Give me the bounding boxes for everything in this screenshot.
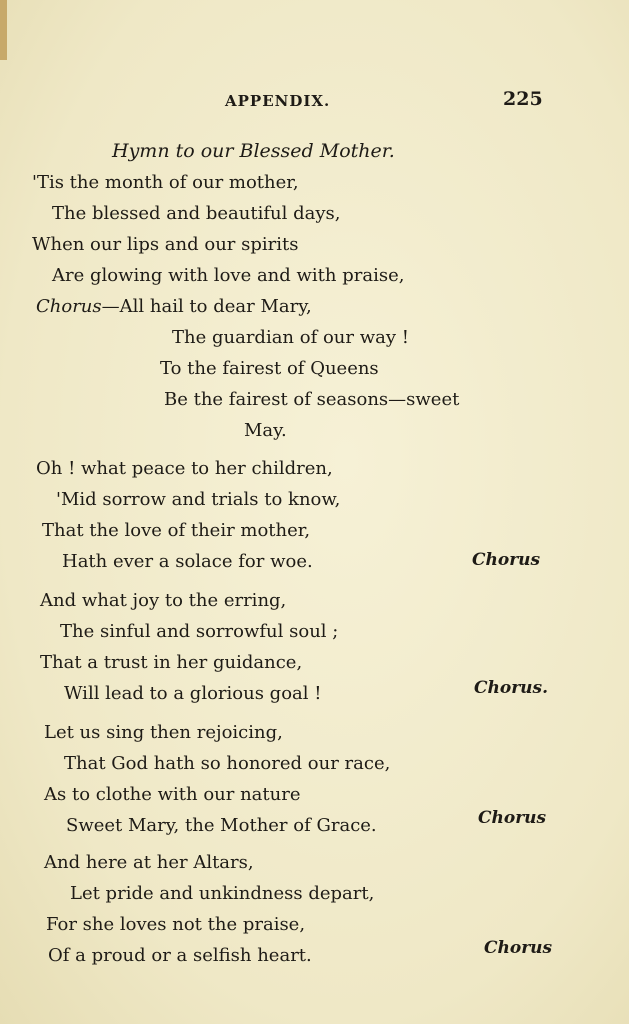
stanza3-line2: The sinful and sorrowful soul ; — [60, 621, 339, 642]
chorus-line5: May. — [244, 420, 287, 441]
stanza2-line4: Hath ever a solace for woe. — [62, 551, 313, 572]
chorus-line1 — [36, 296, 312, 317]
stanza1-line1: 'Tis the month of our mother, — [32, 172, 299, 193]
stanza1-line2: The blessed and beautiful days, — [52, 203, 341, 224]
stanza4-chorus-mark: Chorus — [478, 808, 547, 828]
stanza2-line2: 'Mid sorrow and trials to know, — [56, 489, 341, 510]
chorus-line2: The guardian of our way ! — [172, 327, 409, 348]
stanza2-line1: Oh ! what peace to her children, — [36, 458, 333, 479]
stanza3-line3: That a trust in her guidance, — [40, 652, 303, 673]
stanza1-line4: Are glowing with love and with praise, — [52, 265, 405, 286]
stanza3-chorus-mark: Chorus. — [474, 678, 549, 698]
stanza2-line3: That the love of their mother, — [42, 520, 311, 541]
stanza4-line2: That God hath so honored our race, — [64, 753, 391, 774]
stanza5-chorus-mark: Chorus — [484, 938, 553, 958]
running-title: APPENDIX. — [225, 92, 331, 110]
stanza4-line1: Let us sing then rejoicing, — [44, 722, 283, 743]
stanza3-line1: And what joy to the erring, — [40, 590, 287, 611]
chorus-label: Chorus — [36, 296, 102, 317]
hymn-title: Hymn to our Blessed Mother. — [112, 140, 395, 162]
stanza2-chorus-mark: Chorus — [472, 550, 541, 570]
stanza5-line2: Let pride and unkindness depart, — [70, 883, 375, 904]
stanza3-line4: Will lead to a glorious goal ! — [64, 683, 322, 704]
stanza4-line3: As to clothe with our nature — [44, 784, 301, 805]
stanza5-line4: Of a proud or a selfish heart. — [48, 945, 312, 966]
chorus-line3: To the fairest of Queens — [160, 358, 379, 379]
chorus-line4: Be the fairest of seasons—sweet — [164, 389, 460, 410]
stanza5-line1: And here at her Altars, — [44, 852, 254, 873]
chorus-line1-text: —All hail to dear Mary, — [101, 296, 312, 317]
stanza1-line3: When our lips and our spirits — [32, 234, 299, 255]
page-number: 225 — [503, 88, 543, 110]
stanza5-line3: For she loves not the praise, — [46, 914, 306, 935]
page-edge — [0, 0, 7, 60]
stanza4-line4: Sweet Mary, the Mother of Grace. — [66, 815, 377, 836]
